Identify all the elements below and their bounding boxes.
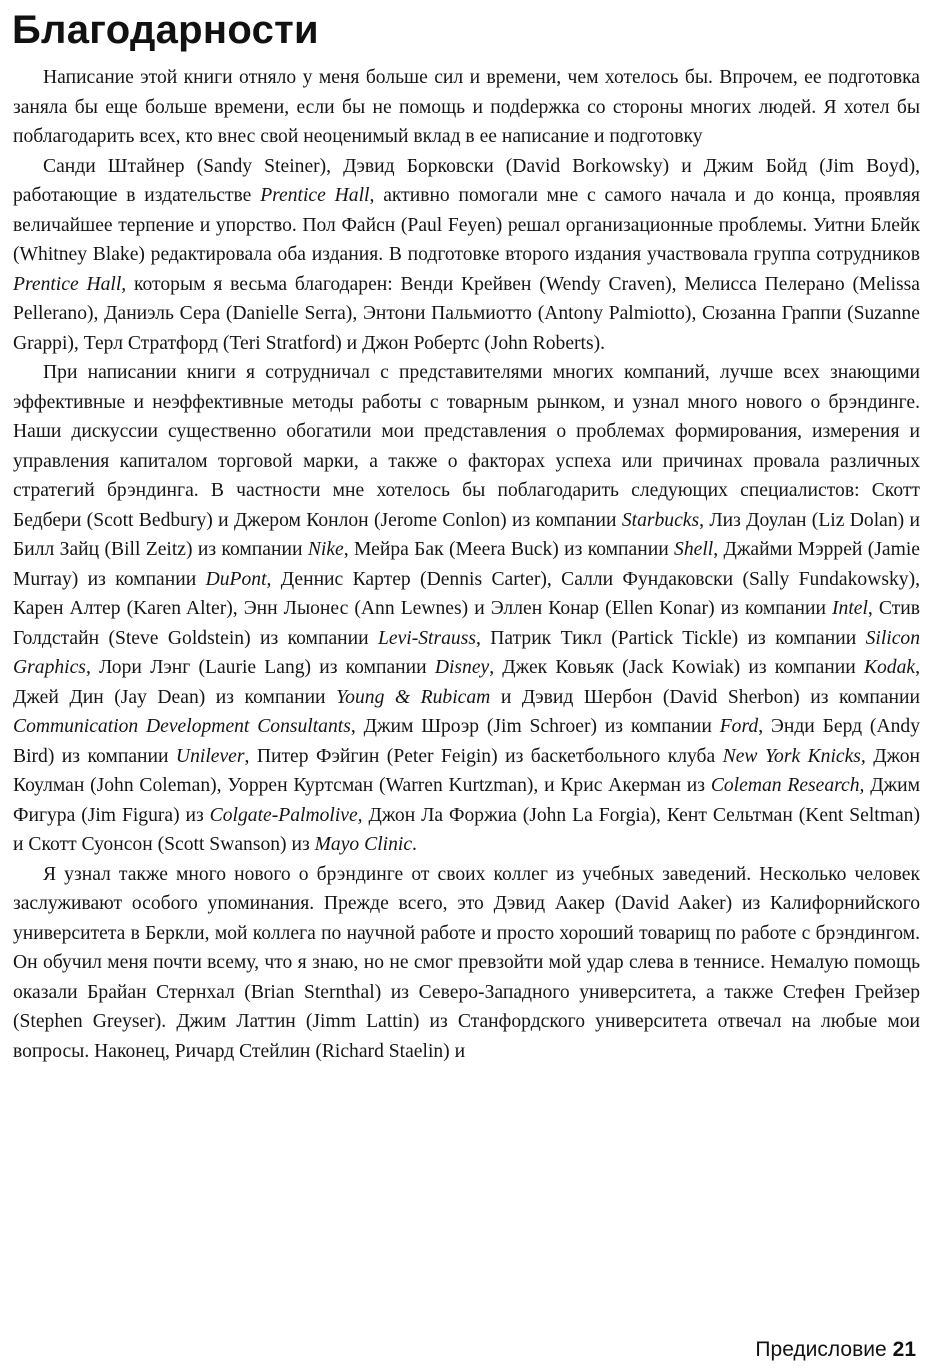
- italic-text-run: Prentice Hall,: [13, 273, 127, 295]
- italic-text-run: Intel: [832, 598, 868, 619]
- page-title: Благодарности: [12, 8, 319, 52]
- italic-text-run: Silicon Graphics: [13, 627, 920, 678]
- text-run: , активно помогали мне с самого начала и до конца, проявляя величайшее терпение и упорство. Пол Файсн (Paul Feyen) решал организационные проблемы. Уитни Блейк (Whitney Blake) редактировала оба издания. В подготовке второго издания участвовала группа сотрудников: [13, 185, 921, 265]
- text-run: , Джим Шроэр (Jim Schroer) из компании: [350, 716, 720, 737]
- page-number: 21: [892, 1338, 916, 1361]
- italic-text-run: Nike: [307, 539, 344, 560]
- paragraph: [13, 152, 920, 359]
- italic-text-run: Levi-Strauss: [378, 627, 476, 649]
- text-run: , Джей Дин (Jay Dean) из компании: [13, 657, 920, 708]
- italic-text-run: Communication Development Consultants: [13, 716, 351, 737]
- page-footer: [755, 1336, 916, 1364]
- text-run: , Патрик Тикл (Partick Tickle) из компании: [475, 627, 866, 649]
- italic-text-run: Young & Rubicam: [336, 686, 491, 708]
- italic-text-run: Mayo Clinic: [314, 834, 413, 855]
- italic-text-run: Shell: [674, 539, 714, 560]
- paragraph: [13, 358, 920, 860]
- text-run: Санди Штайнер (Sandy Steiner), Дэвид Борковски (David Borkowsky) и Джим Бойд (Jim Boyd), работающие в издательстве: [13, 155, 920, 206]
- italic-text-run: DuPont: [205, 568, 267, 590]
- italic-text-run: Starbucks: [621, 509, 700, 531]
- text-run: , Питер Фэйгин (Peter Feigin) из баскетбольного клуба: [244, 745, 723, 767]
- text-run: Написание этой книги отняло у меня больше сил и времени, чем хотелось бы. Впрочем, ее подготовка заняла бы еще больше времени, если бы не помощь и подdержка со стороны многих людей. Я хотел бы поблагодарить всех, кто внес свой неоценимый вклад в ее написание и подготовку: [13, 67, 920, 147]
- text-run: и Дэвид Шербон (David Sherbon) из компании: [490, 686, 920, 708]
- text-run: Джон Ла Форжиа (John La Forgia), Кент Сельтман (Kent Seltman) и Скотт Суонсон (Scott Swanson) из: [13, 804, 920, 855]
- text-run: , Джек Ковьяк (Jack Kowiak) из компании: [489, 657, 864, 678]
- text-run: Джон Коулман (John Coleman), Уоррен Куртсман (Warren Kurtzman), и Крис Акерман из: [13, 745, 920, 796]
- text-run: Я узнал также много нового о брэндинге от своих коллег из учебных заведений. Несколько человек заслуживают особого упоминания. Прежде всего, это Дэвид Аакер (David Aaker) из Калифорнийского университета в Беркли, мой коллега по научной работе и просто хороший товарищ по работе с брэндингом. Он обучил меня почти всему, что я знаю, но не смог превзойти мой удар слева в теннисе. Немалую помощь оказали Брайан Стернхал (Brian Sternthal) из Северо-Западного университета, а также Стефен Грейзер (Stephen Greyser). Джим Латтин (Jimm Lattin) из Станфордского университета отвечал на любые мои вопросы. Наконец, Ричард Стейлин (Richard Staelin) и: [13, 863, 920, 1062]
- text-run: которым я весьма благодарен: Венди Крейвен (Wendy Craven), Мелисса Пелерано (Melissa Pellerano), Даниэль Сера (Danielle Serra), Энтони Пальмиотто (Antony Palmiotto), Сюзанна Граппи (Suzanne Grappi), Терл Стратфорд (Teri Stratford) и Джон Робертс (John Roberts).: [13, 273, 920, 354]
- italic-text-run: Prentice Hall: [260, 185, 370, 206]
- italic-text-run: Kodak: [863, 657, 916, 678]
- text-run: , Джайми Мэррей (Jamie Murray) из компании: [13, 539, 920, 590]
- italic-text-run: Unilever: [175, 745, 245, 767]
- italic-text-run: Ford: [719, 716, 759, 737]
- paragraph: [13, 860, 920, 1067]
- text-run: , Лори Лэнг (Laurie Lang) из компании: [85, 657, 435, 678]
- text-run: , Стив Голдстайн (Steve Goldstein) из компании: [13, 598, 920, 649]
- text-run: , Деннис Картер (Dennis Carter), Салли Фундаковски (Sally Fundakowsky), Карен Алтер (Karen Alter), Энн Лыонес (Ann Lewnes) и Эллен Конар (Ellen Konar) из компании: [13, 568, 920, 619]
- text-run: , Лиз Доулан (Liz Dolan) и Билл Зайц (Bill Zeitz) из компании: [13, 509, 920, 560]
- italic-text-run: New York Knicks,: [722, 745, 866, 767]
- text-run: , Энди Берд (Andy Bird) из компании: [13, 716, 920, 767]
- running-header-section: Предисловие: [755, 1338, 887, 1361]
- text-run: , Мейра Бак (Meera Buck) из компании: [343, 539, 675, 560]
- italic-text-run: Disney: [434, 657, 490, 678]
- paragraph: [13, 63, 920, 152]
- text-run: Джим Фигура (Jim Figura) из: [13, 775, 920, 826]
- italic-text-run: Coleman Research,: [710, 775, 865, 796]
- text-run: При написании книги я сотрудничал с представителями многих компаний, лучше всех знающими эффективные и неэффективные методы работы с товарным рынком, и узнал много нового о брэндинге. Наши дискуссии существенно обогатили мои представления о проблемах формирования, измерения и управления капиталом торговой марки, а также о факторах успеха или причинах провала различных стратегий брэндинга. В частности мне хотелось бы поблагодарить следующих специалистов: Скотт Бедбери (Scott Bedbury) и Джером Конлон (Jerome Conlon) из компании: [13, 362, 920, 531]
- italic-text-run: Colgate-Palmolive,: [209, 804, 363, 826]
- body-text: [13, 63, 920, 1066]
- text-run: .: [412, 834, 417, 855]
